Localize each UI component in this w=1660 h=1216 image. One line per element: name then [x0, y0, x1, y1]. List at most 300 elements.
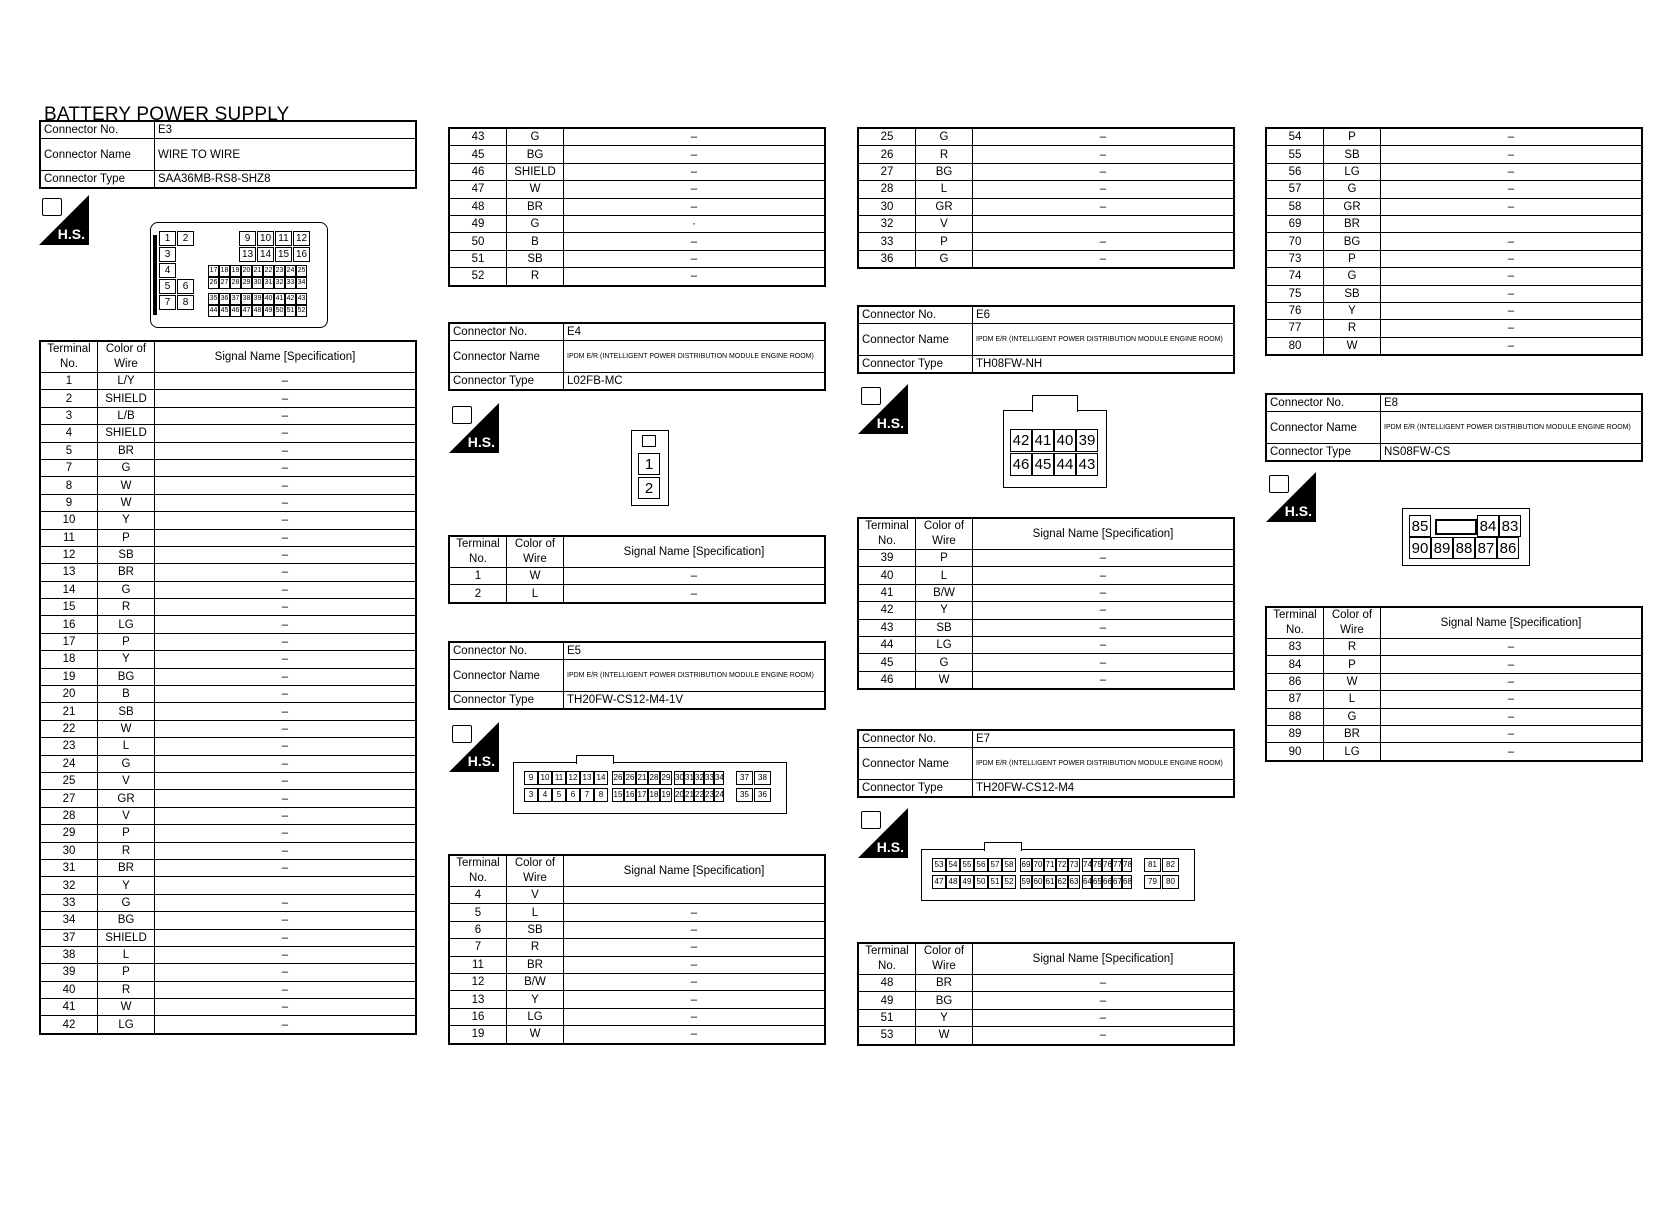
table-row — [40, 999, 416, 1016]
e3-connector-face — [150, 222, 328, 328]
terminal-cell: 74 — [1266, 268, 1324, 285]
terminal-cell: 89 — [1266, 725, 1324, 742]
signal-cell: – — [973, 198, 1235, 215]
signal-cell: – — [155, 807, 417, 824]
terminal-cell: 87 — [1266, 691, 1324, 708]
color-cell: SB — [507, 921, 564, 938]
connector-pin: 30 — [252, 277, 263, 289]
connector-pin: 36 — [754, 788, 771, 802]
signal-cell — [973, 215, 1235, 232]
connector-pin: 41 — [1032, 429, 1054, 452]
terminal-cell: 22 — [40, 720, 98, 737]
terminal-cell: 24 — [40, 755, 98, 772]
table-row — [858, 1009, 1234, 1026]
table-row — [40, 581, 416, 598]
e6-connector-type: TH08FW-NH — [973, 356, 1235, 374]
table-row — [1266, 233, 1642, 250]
color-cell: V — [916, 215, 973, 232]
connector-pin: 86 — [1497, 537, 1519, 559]
table-row — [40, 929, 416, 946]
connector-pin: 60 — [1032, 875, 1044, 889]
terminal-cell: 2 — [40, 390, 98, 407]
connector-pin: 2 — [177, 231, 194, 246]
terminal-cell: 69 — [1266, 215, 1324, 232]
connector-pin: 27 — [219, 277, 230, 289]
signal-cell: – — [973, 163, 1235, 180]
connector-pin: 40 — [1054, 429, 1076, 452]
e4-terminal-section — [448, 535, 826, 604]
connector-pin: 16 — [293, 247, 310, 262]
label-connector-name: Connector Name — [858, 324, 973, 356]
terminal-cell: 88 — [1266, 708, 1324, 725]
color-cell: BR — [98, 859, 155, 876]
connector-pin: 41 — [274, 293, 285, 305]
terminal-cell: 86 — [1266, 673, 1324, 690]
color-cell: BR — [1324, 725, 1381, 742]
e6-terminal-table — [857, 517, 1235, 690]
connector-pin: 5 — [552, 788, 566, 802]
color-cell: BR — [98, 564, 155, 581]
color-cell: G — [98, 581, 155, 598]
e3-section — [39, 120, 417, 189]
connector-pin: 35 — [736, 788, 753, 802]
color-cell: SHIELD — [98, 390, 155, 407]
table-row — [858, 584, 1234, 601]
connector-pin: 47 — [932, 875, 946, 889]
signal-cell: – — [1381, 146, 1643, 163]
connector-pin: 28 — [230, 277, 241, 289]
e5-connector-name: IPDM E/R (INTELLIGENT POWER DISTRIBUTION MODULE ENGINE ROOM) — [564, 660, 826, 692]
color-cell: L — [1324, 691, 1381, 708]
table-row — [1266, 285, 1642, 302]
table-row — [1266, 725, 1642, 742]
connector-key-slot — [1435, 519, 1477, 535]
hs-icon: H.S. — [858, 384, 908, 434]
header-signal-name: Signal Name [Specification] — [155, 341, 417, 373]
color-cell: P — [98, 964, 155, 981]
color-cell: GR — [916, 198, 973, 215]
connector-pin: 83 — [1499, 515, 1521, 537]
connector-pin: 12 — [566, 771, 580, 785]
table-row — [40, 894, 416, 911]
color-cell: SB — [98, 703, 155, 720]
signal-cell: – — [155, 964, 417, 981]
e5-terminal-table — [448, 854, 826, 1045]
terminal-cell: 30 — [858, 198, 916, 215]
color-cell: W — [1324, 673, 1381, 690]
table-row — [40, 790, 416, 807]
signal-cell: – — [155, 494, 417, 511]
signal-cell: – — [155, 738, 417, 755]
color-cell: L — [916, 181, 973, 198]
signal-cell: – — [155, 512, 417, 529]
connector-pin: 15 — [612, 788, 624, 802]
connector-pin: 90 — [1409, 537, 1431, 559]
table-row — [40, 425, 416, 442]
connector-pin: 16 — [624, 788, 636, 802]
signal-cell: – — [564, 233, 826, 250]
color-cell: SHIELD — [98, 425, 155, 442]
label-connector-no: Connector No. — [449, 323, 564, 341]
table-row — [449, 956, 825, 973]
color-cell: G — [98, 459, 155, 476]
signal-cell: – — [155, 825, 417, 842]
connector-pin: 74 — [1082, 858, 1092, 872]
table-row — [40, 564, 416, 581]
terminal-cell: 73 — [1266, 250, 1324, 267]
color-cell: B/W — [507, 973, 564, 990]
connector-pin: 35 — [208, 293, 219, 305]
signal-cell: – — [155, 477, 417, 494]
e7-connector-name: IPDM E/R (INTELLIGENT POWER DISTRIBUTION MODULE ENGINE ROOM) — [973, 748, 1235, 780]
signal-cell: – — [564, 585, 826, 603]
signal-cell: – — [155, 999, 417, 1016]
signal-cell: – — [155, 772, 417, 789]
table-row — [40, 407, 416, 424]
e7-continued — [1265, 127, 1643, 356]
e8-terminal-section — [1265, 606, 1643, 762]
terminal-cell: 2 — [449, 585, 507, 603]
table-row — [449, 921, 825, 938]
color-cell: Y — [507, 991, 564, 1008]
signal-cell: – — [973, 233, 1235, 250]
connector-pin: 52 — [1002, 875, 1016, 889]
signal-cell: – — [973, 250, 1235, 268]
connector-pin: 9 — [524, 771, 538, 785]
signal-cell: – — [155, 442, 417, 459]
connector-pin: 10 — [257, 231, 274, 246]
e8-info-table — [1265, 393, 1643, 462]
table-row — [40, 720, 416, 737]
table-row — [40, 1016, 416, 1034]
label-connector-name: Connector Name — [1266, 412, 1381, 444]
table-row — [858, 146, 1234, 163]
color-cell: BR — [1324, 215, 1381, 232]
connector-pin: 71 — [1044, 858, 1056, 872]
terminal-cell: 84 — [1266, 656, 1324, 673]
connector-pin: 19 — [660, 788, 672, 802]
connector-pin: 14 — [594, 771, 608, 785]
terminal-cell: 54 — [1266, 128, 1324, 146]
header-terminal-no: Terminal No. — [858, 943, 916, 975]
color-cell: W — [916, 671, 973, 689]
signal-cell: – — [973, 146, 1235, 163]
connector-pin: 78 — [1122, 858, 1132, 872]
color-cell: L — [98, 738, 155, 755]
connector-pin: 85 — [1409, 515, 1431, 537]
header-color-of-wire: Color of Wire — [507, 855, 564, 887]
signal-cell: – — [155, 529, 417, 546]
signal-cell: – — [155, 720, 417, 737]
color-cell: BG — [98, 668, 155, 685]
connector-pin: 17 — [636, 788, 648, 802]
terminal-cell: 39 — [40, 964, 98, 981]
label-connector-no: Connector No. — [1266, 394, 1381, 412]
connector-pin: 18 — [219, 265, 230, 277]
color-cell: BG — [98, 912, 155, 929]
color-cell: B — [98, 686, 155, 703]
header-color-of-wire: Color of Wire — [98, 341, 155, 373]
table-row — [449, 268, 825, 286]
terminal-cell: 56 — [1266, 163, 1324, 180]
connector-pin: 40 — [263, 293, 274, 305]
e5-section — [448, 641, 826, 710]
color-cell: R — [1324, 639, 1381, 656]
e3-terminal-table-continued — [857, 127, 1235, 269]
color-cell: G — [507, 128, 564, 146]
color-cell: R — [507, 939, 564, 956]
terminal-cell: 29 — [40, 825, 98, 842]
table-row — [40, 390, 416, 407]
color-cell: B — [507, 233, 564, 250]
connector-pin: 69 — [1020, 858, 1032, 872]
page-title: BATTERY POWER SUPPLY — [44, 104, 290, 125]
signal-cell: – — [1381, 233, 1643, 250]
signal-cell: – — [564, 568, 826, 585]
header-signal-name: Signal Name [Specification] — [973, 943, 1235, 975]
color-cell: P — [916, 550, 973, 567]
table-row — [858, 181, 1234, 198]
signal-cell: – — [564, 904, 826, 921]
table-row — [40, 546, 416, 563]
table-row — [449, 128, 825, 146]
table-row — [858, 233, 1234, 250]
connector-pin: 48 — [252, 305, 263, 317]
connector-pin: 2 — [638, 477, 660, 499]
color-cell: G — [916, 250, 973, 268]
color-cell: SHIELD — [98, 929, 155, 946]
e3-info-table — [39, 120, 417, 189]
terminal-cell: 5 — [449, 904, 507, 921]
signal-cell: – — [564, 973, 826, 990]
connector-pin: 65 — [1092, 875, 1102, 889]
connector-pin: 26 — [624, 771, 636, 785]
terminal-cell: 28 — [858, 181, 916, 198]
color-cell: SB — [507, 250, 564, 267]
connector-pin: 50 — [274, 305, 285, 317]
connector-pin: 39 — [1076, 429, 1098, 452]
connector-pin: 31 — [684, 771, 694, 785]
signal-cell: – — [155, 599, 417, 616]
signal-cell: – — [155, 894, 417, 911]
connector-pin: 23 — [704, 788, 714, 802]
terminal-cell: 3 — [40, 407, 98, 424]
e8-connector-type: NS08FW-CS — [1381, 444, 1643, 462]
connector-pin: 49 — [263, 305, 274, 317]
signal-cell: – — [1381, 250, 1643, 267]
color-cell: LG — [1324, 743, 1381, 761]
connector-lock-bar — [153, 235, 157, 315]
e8-connector-face — [1402, 508, 1530, 566]
e5-connector-no: E5 — [564, 642, 826, 660]
signal-cell: – — [1381, 181, 1643, 198]
connector-pin: 24 — [285, 265, 296, 277]
table-row — [40, 964, 416, 981]
table-row — [1266, 268, 1642, 285]
terminal-cell: 13 — [40, 564, 98, 581]
connector-pin: 66 — [1102, 875, 1112, 889]
signal-cell: – — [1381, 708, 1643, 725]
e5-connector-type: TH20FW-CS12-M4-1V — [564, 692, 826, 710]
e3-continued-1 — [448, 127, 826, 287]
signal-cell: – — [973, 181, 1235, 198]
signal-cell: – — [564, 921, 826, 938]
terminal-cell: 52 — [449, 268, 507, 286]
e4-terminal-table — [448, 535, 826, 604]
signal-cell: – — [564, 146, 826, 163]
table-row — [449, 939, 825, 956]
connector-pin: 32 — [274, 277, 285, 289]
terminal-cell: 27 — [40, 790, 98, 807]
color-cell: L/B — [98, 407, 155, 424]
header-terminal-no: Terminal No. — [1266, 607, 1324, 639]
connector-latch — [1032, 395, 1078, 412]
connector-pin: 54 — [946, 858, 960, 872]
connector-pin: 82 — [1162, 858, 1179, 872]
connector-pin: 43 — [296, 293, 307, 305]
color-cell: W — [507, 181, 564, 198]
color-cell: G — [916, 654, 973, 671]
connector-pin: 50 — [974, 875, 988, 889]
color-cell: G — [98, 894, 155, 911]
terminal-cell: 4 — [449, 887, 507, 904]
signal-cell: – — [973, 975, 1235, 992]
terminal-cell: 49 — [858, 992, 916, 1009]
connector-pin: 46 — [1010, 453, 1032, 476]
label-connector-type: Connector Type — [40, 171, 155, 189]
signal-cell: – — [155, 790, 417, 807]
color-cell: BR — [98, 442, 155, 459]
table-row — [858, 128, 1234, 146]
e8-connector-name: IPDM E/R (INTELLIGENT POWER DISTRIBUTION MODULE ENGINE ROOM) — [1381, 412, 1643, 444]
signal-cell: – — [155, 755, 417, 772]
header-color-of-wire: Color of Wire — [916, 943, 973, 975]
label-connector-name: Connector Name — [858, 748, 973, 780]
table-row — [40, 981, 416, 998]
connector-pin: 24 — [714, 788, 724, 802]
connector-pin: 45 — [219, 305, 230, 317]
color-cell: P — [1324, 128, 1381, 146]
signal-cell: – — [973, 992, 1235, 1009]
e6-info-table — [857, 305, 1235, 374]
e7-terminal-section — [857, 942, 1235, 1046]
e6-connector-face — [1003, 410, 1107, 488]
connector-pin: 37 — [230, 293, 241, 305]
connector-pin: 22 — [694, 788, 704, 802]
connector-pin: 58 — [1002, 858, 1016, 872]
connector-icon — [861, 387, 881, 405]
e7-terminal-table-continued — [1265, 127, 1643, 356]
color-cell: W — [916, 1027, 973, 1045]
e5-info-table — [448, 641, 826, 710]
terminal-cell: 20 — [40, 686, 98, 703]
label-connector-name: Connector Name — [40, 139, 155, 171]
table-row — [858, 992, 1234, 1009]
terminal-cell: 12 — [40, 546, 98, 563]
connector-pin: 19 — [230, 265, 241, 277]
table-row — [40, 738, 416, 755]
terminal-cell: 51 — [449, 250, 507, 267]
signal-cell: – — [155, 373, 417, 390]
table-row — [40, 599, 416, 616]
connector-pin: 4 — [538, 788, 552, 802]
table-row — [40, 477, 416, 494]
connector-pin: 25 — [296, 265, 307, 277]
terminal-cell: 90 — [1266, 743, 1324, 761]
table-row — [1266, 639, 1642, 656]
table-row — [858, 198, 1234, 215]
connector-pin: 21 — [636, 771, 648, 785]
terminal-cell: 14 — [40, 581, 98, 598]
connector-latch — [642, 435, 656, 447]
signal-cell: – — [155, 686, 417, 703]
signal-cell: – — [1381, 725, 1643, 742]
table-row — [40, 755, 416, 772]
terminal-cell: 42 — [40, 1016, 98, 1034]
color-cell: LG — [507, 1008, 564, 1025]
signal-cell: – — [1381, 198, 1643, 215]
connector-pin: 21 — [252, 265, 263, 277]
terminal-cell: 36 — [858, 250, 916, 268]
color-cell: BG — [507, 146, 564, 163]
terminal-cell: 7 — [40, 459, 98, 476]
terminal-cell: 75 — [1266, 285, 1324, 302]
color-cell: L — [507, 904, 564, 921]
terminal-cell: 6 — [449, 921, 507, 938]
e3-terminal-table — [39, 340, 417, 1035]
connector-pin: 12 — [293, 231, 310, 246]
connector-pin: 9 — [239, 231, 256, 246]
terminal-cell: 76 — [1266, 302, 1324, 319]
connector-pin: 70 — [1032, 858, 1044, 872]
connector-pin: 36 — [219, 293, 230, 305]
terminal-cell: 5 — [40, 442, 98, 459]
color-cell: W — [98, 720, 155, 737]
terminal-cell: 37 — [40, 929, 98, 946]
e4-connector-name: IPDM E/R (INTELLIGENT POWER DISTRIBUTION MODULE ENGINE ROOM) — [564, 341, 826, 373]
terminal-cell: 50 — [449, 233, 507, 250]
terminal-cell: 40 — [40, 981, 98, 998]
label-connector-no: Connector No. — [449, 642, 564, 660]
terminal-cell: 49 — [449, 215, 507, 232]
signal-cell: – — [564, 128, 826, 146]
connector-pin: 21 — [684, 788, 694, 802]
connector-pin: 28 — [648, 771, 660, 785]
label-connector-type: Connector Type — [858, 780, 973, 798]
connector-pin: 18 — [648, 788, 660, 802]
connector-pin: 84 — [1477, 515, 1499, 537]
signal-cell: – — [973, 584, 1235, 601]
connector-pin: 7 — [159, 295, 176, 310]
color-cell: G — [1324, 708, 1381, 725]
color-cell: Y — [1324, 302, 1381, 319]
terminal-cell: 23 — [40, 738, 98, 755]
connector-pin: 89 — [1431, 537, 1453, 559]
terminal-cell: 4 — [40, 425, 98, 442]
connector-pin: 17 — [208, 265, 219, 277]
table-row — [1266, 673, 1642, 690]
signal-cell: – — [564, 198, 826, 215]
terminal-cell: 33 — [40, 894, 98, 911]
terminal-cell: 1 — [449, 568, 507, 585]
connector-pin: 20 — [674, 788, 684, 802]
connector-pin: 14 — [257, 247, 274, 262]
signal-cell: – — [564, 268, 826, 286]
table-row — [449, 250, 825, 267]
table-row — [40, 494, 416, 511]
signal-cell: – — [1381, 673, 1643, 690]
color-cell: P — [98, 825, 155, 842]
